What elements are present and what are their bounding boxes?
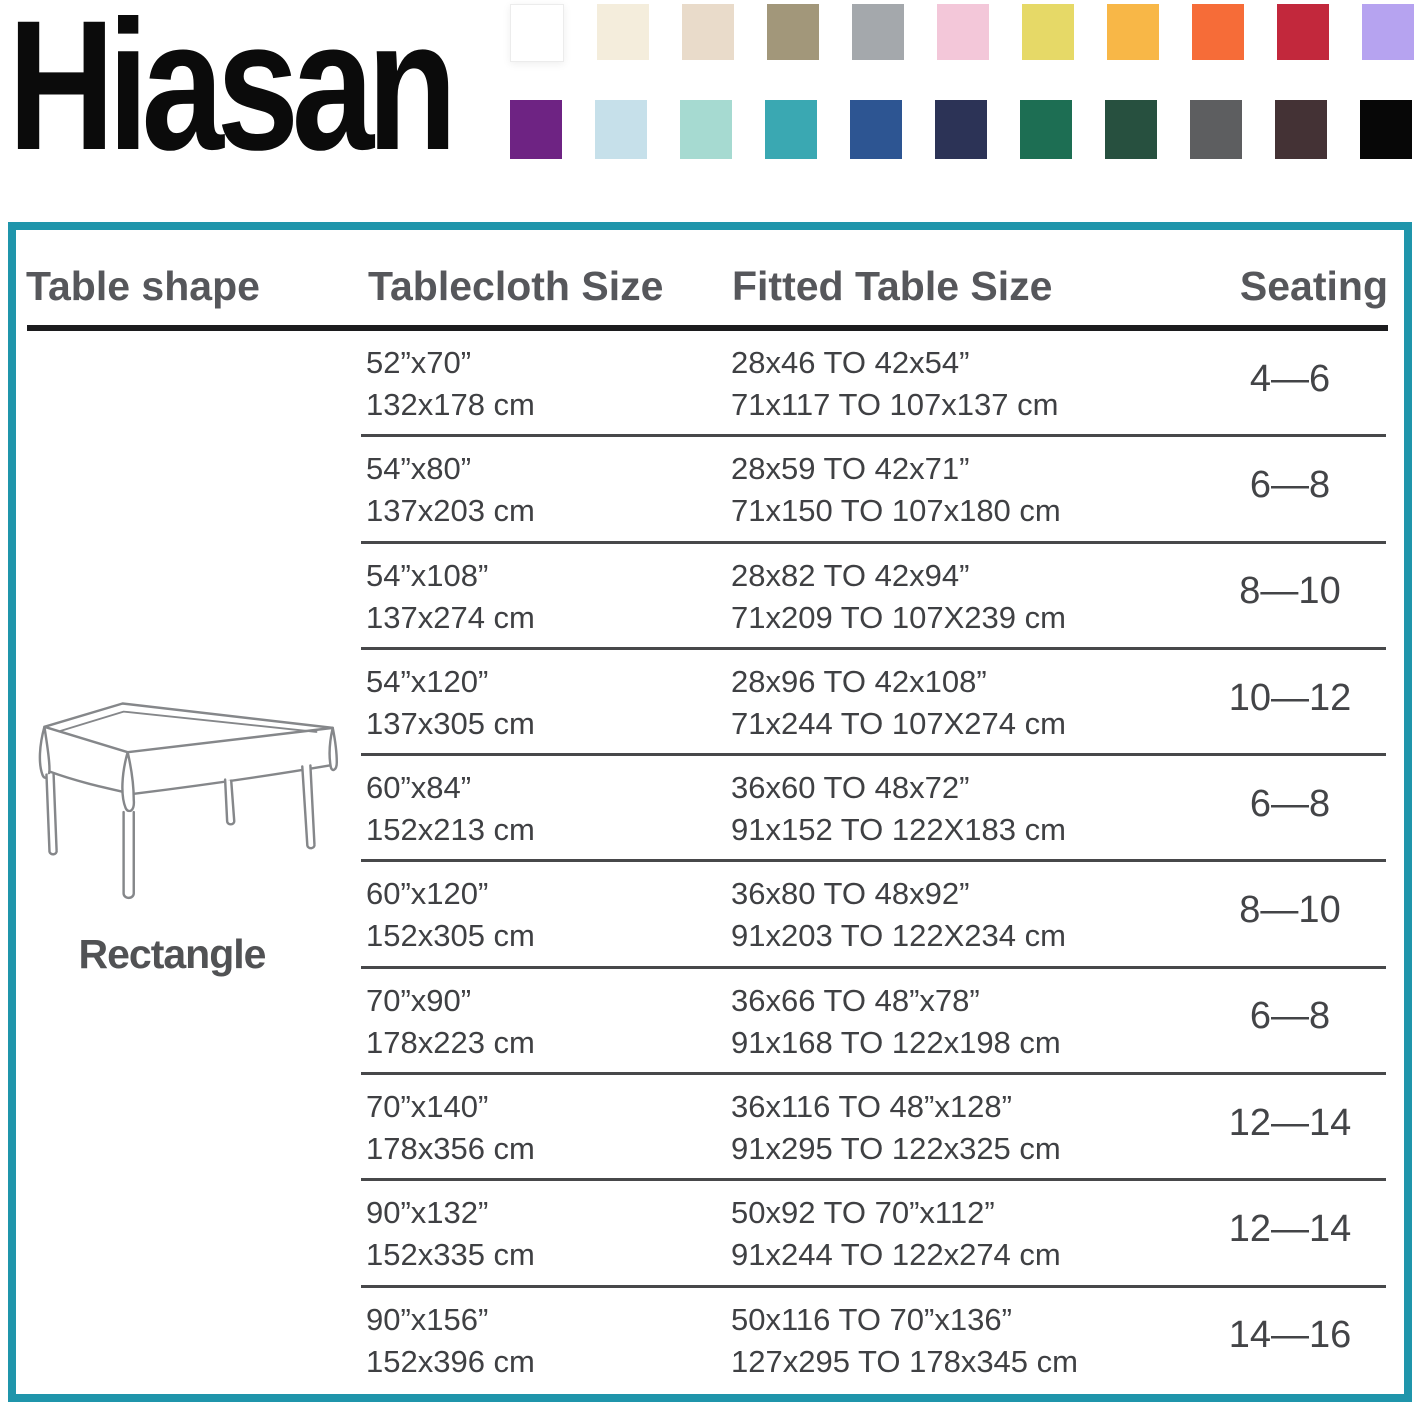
size-chart-row (16, 331, 1404, 437)
fitted-table-size-cm: 91x244 TO 122x274 cm (731, 1237, 1061, 1273)
tablecloth-size-cm: 152x305 cm (366, 918, 535, 954)
fitted-table-size-cm: 127x295 TO 178x345 cm (731, 1343, 1078, 1379)
tablecloth-size-inches: 60”x120” (366, 876, 489, 912)
color-swatch-taupe (767, 4, 819, 60)
color-swatch-pink (937, 4, 989, 60)
color-swatch-espresso (1275, 100, 1327, 159)
fitted-table-size-cm: 71x117 TO 107x137 cm (731, 387, 1059, 422)
color-swatch-purple (510, 100, 562, 159)
color-swatch-orange (1192, 4, 1244, 60)
color-swatch-aqua (680, 100, 732, 159)
tablecloth-size-inches: 60”x84” (366, 770, 472, 806)
seating-range: 8—10 (1239, 889, 1341, 932)
fitted-table-size-inches: 36x66 TO 48”x78” (731, 982, 980, 1018)
column-header-fitted-table-size: Fitted Table Size (732, 263, 1053, 309)
fitted-table-size-inches: 36x80 TO 48x92” (731, 876, 970, 912)
tablecloth-size-inches: 54”x80” (366, 451, 472, 487)
tablecloth-size-inches: 54”x108” (366, 557, 489, 593)
tablecloth-size-cm: 178x356 cm (366, 1131, 535, 1167)
fitted-table-size-inches: 50x116 TO 70”x136” (731, 1301, 1012, 1337)
tablecloth-size-inches: 54”x120” (366, 663, 489, 699)
fitted-table-size-cm: 91x168 TO 122x198 cm (731, 1024, 1061, 1060)
size-chart-row (16, 862, 1404, 968)
column-header-table-shape: Table shape (26, 263, 260, 309)
tablecloth-size-cm: 152x396 cm (366, 1343, 535, 1379)
seating-range: 14—16 (1228, 1314, 1352, 1357)
color-swatch-light-blue (595, 100, 647, 159)
seating-range: 12—14 (1228, 1101, 1352, 1144)
size-chart-row (16, 544, 1404, 650)
size-chart-row (16, 650, 1404, 756)
tablecloth-size-cm: 137x203 cm (366, 493, 535, 529)
color-swatch-teal (765, 100, 817, 159)
fitted-table-size-inches: 28x96 TO 42x108” (731, 663, 987, 699)
color-swatch-lavender (1362, 4, 1414, 60)
color-swatch-gold (1107, 4, 1159, 60)
size-chart-row (16, 1288, 1404, 1394)
fitted-table-size-inches: 36x60 TO 48x72” (731, 770, 970, 806)
color-swatch-royal-blue (850, 100, 902, 159)
brand-logo: Hiasan (8, 0, 451, 189)
fitted-table-size-cm: 71x150 TO 107x180 cm (731, 493, 1061, 529)
size-chart-rows (16, 331, 1404, 1394)
size-chart-row (16, 437, 1404, 543)
color-swatch-emerald (1020, 100, 1072, 159)
tablecloth-size-cm: 132x178 cm (366, 387, 535, 422)
tablecloth-size-cm: 152x335 cm (366, 1237, 535, 1273)
color-swatch-yellow (1022, 4, 1074, 60)
fitted-table-size-inches: 28x59 TO 42x71” (731, 451, 970, 487)
size-chart-row (16, 1181, 1404, 1287)
color-swatch-black (1360, 100, 1412, 159)
fitted-table-size-inches: 50x92 TO 70”x112” (731, 1195, 995, 1231)
tablecloth-size-inches: 90”x132” (366, 1195, 489, 1231)
color-swatch-red (1277, 4, 1329, 60)
fitted-table-size-cm: 71x244 TO 107X274 cm (731, 705, 1066, 741)
color-swatch-beige (682, 4, 734, 60)
seating-range: 6—8 (1249, 995, 1331, 1038)
seating-range: 4—6 (1249, 357, 1331, 400)
fitted-table-size-cm: 91x295 TO 122x325 cm (731, 1131, 1061, 1167)
color-swatch-dark-gray (1190, 100, 1242, 159)
color-swatch-white (510, 4, 564, 62)
column-header-tablecloth-size: Tablecloth Size (368, 263, 664, 309)
seating-range: 6—8 (1249, 782, 1331, 825)
tablecloth-size-cm: 152x213 cm (366, 812, 535, 848)
tablecloth-size-inches: 52”x70” (366, 345, 472, 380)
color-swatch-navy (935, 100, 987, 159)
seating-range: 8—10 (1239, 570, 1341, 613)
fitted-table-size-cm: 71x209 TO 107X239 cm (731, 599, 1066, 635)
fitted-table-size-inches: 36x116 TO 48”x128” (731, 1089, 1012, 1125)
color-swatch-row-top (510, 4, 1414, 62)
tablecloth-size-cm: 137x274 cm (366, 599, 535, 635)
seating-range: 6—8 (1249, 463, 1331, 506)
tablecloth-size-cm: 137x305 cm (366, 705, 535, 741)
size-chart-row (16, 1075, 1404, 1181)
fitted-table-size-cm: 91x152 TO 122X183 cm (731, 812, 1066, 848)
shape-label: Rectangle (78, 931, 266, 977)
color-swatch-silver-gray (852, 4, 904, 60)
tablecloth-size-inches: 90”x156” (366, 1301, 489, 1337)
tablecloth-size-cm: 178x223 cm (366, 1024, 535, 1060)
color-swatch-ivory (597, 4, 649, 60)
fitted-table-size-inches: 28x46 TO 42x54” (731, 345, 970, 380)
size-chart-row (16, 969, 1404, 1075)
fitted-table-size-inches: 28x82 TO 42x94” (731, 557, 970, 593)
tablecloth-size-inches: 70”x90” (366, 982, 472, 1018)
tablecloth-size-inches: 70”x140” (366, 1089, 489, 1125)
size-chart-row (16, 756, 1404, 862)
color-swatch-hunter-green (1105, 100, 1157, 159)
seating-range: 10—12 (1228, 676, 1352, 719)
seating-range: 12—14 (1228, 1208, 1352, 1251)
fitted-table-size-cm: 91x203 TO 122X234 cm (731, 918, 1066, 954)
size-chart-table (8, 222, 1412, 1402)
column-header-seating: Seating (1239, 263, 1388, 309)
color-swatch-row-bottom (510, 100, 1412, 159)
